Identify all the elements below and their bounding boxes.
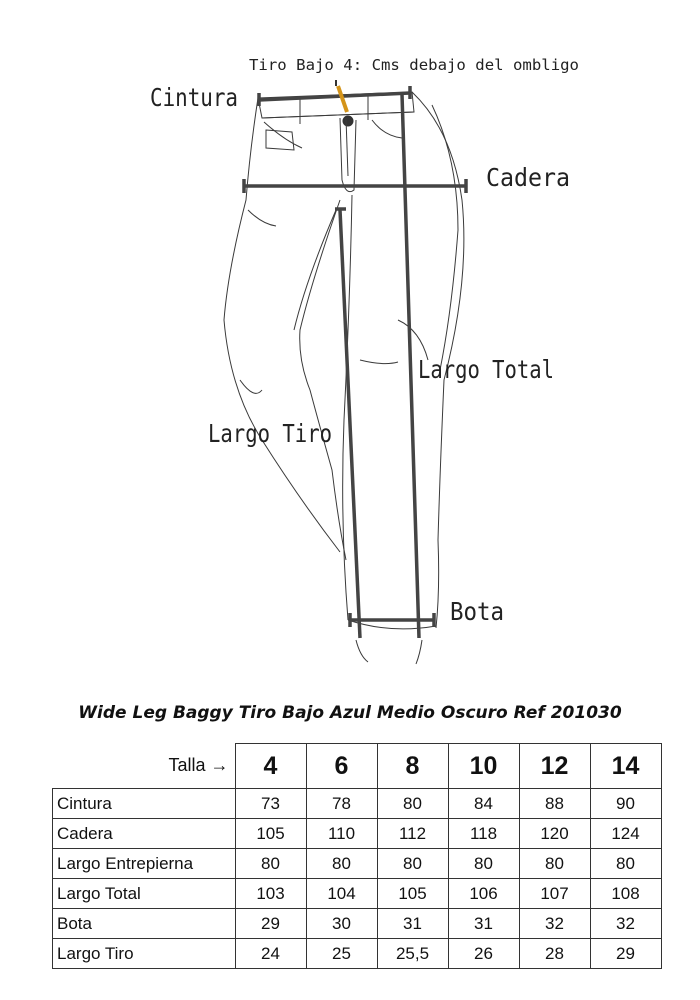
largo-tiro-label: Largo Tiro — [208, 419, 332, 448]
table-cell: 105 — [235, 819, 306, 849]
size-chart-title: Wide Leg Baggy Tiro Bajo Azul Medio Oscuro Ref 201030 — [78, 703, 622, 723]
row-label: Bota — [53, 909, 236, 939]
table-cell: 107 — [519, 879, 590, 909]
size-header-row — [53, 744, 662, 789]
size-10-header: 10 — [448, 744, 519, 789]
table-cell: 32 — [590, 909, 661, 939]
table-cell: 80 — [377, 849, 448, 879]
table-cell: 78 — [306, 789, 377, 819]
table-row — [53, 849, 662, 879]
table-cell: 80 — [590, 849, 661, 879]
table-cell: 80 — [235, 849, 306, 879]
largo-total-line — [402, 94, 419, 638]
table-row — [53, 879, 662, 909]
row-label: Cintura — [53, 789, 236, 819]
table-cell: 90 — [590, 789, 661, 819]
table-cell: 84 — [448, 789, 519, 819]
table-row — [53, 939, 662, 969]
bota-label: Bota — [450, 597, 504, 626]
size-8-header: 8 — [377, 744, 448, 789]
table-cell: 118 — [448, 819, 519, 849]
table-cell: 105 — [377, 879, 448, 909]
table-cell: 73 — [235, 789, 306, 819]
table-cell: 30 — [306, 909, 377, 939]
table-cell: 25,5 — [377, 939, 448, 969]
table-cell: 29 — [235, 909, 306, 939]
table-row — [53, 819, 662, 849]
cintura-label: Cintura — [150, 83, 238, 112]
cadera-label: Cadera — [486, 163, 570, 192]
table-cell: 31 — [377, 909, 448, 939]
table-cell: 24 — [235, 939, 306, 969]
size-chart-table — [52, 743, 662, 969]
table-cell: 104 — [306, 879, 377, 909]
table-cell: 28 — [519, 939, 590, 969]
size-4-header: 4 — [235, 744, 306, 789]
largo-total-label: Largo Total — [418, 355, 554, 384]
table-cell: 124 — [590, 819, 661, 849]
talla-header-label: Talla → — [53, 744, 236, 789]
table-cell: 108 — [590, 879, 661, 909]
table-cell: 120 — [519, 819, 590, 849]
table-cell: 80 — [519, 849, 590, 879]
size-12-header: 12 — [519, 744, 590, 789]
table-cell: 29 — [590, 939, 661, 969]
table-cell: 80 — [448, 849, 519, 879]
cintura-line — [259, 93, 410, 100]
row-label: Largo Tiro — [53, 939, 236, 969]
row-label: Cadera — [53, 819, 236, 849]
table-cell: 31 — [448, 909, 519, 939]
tiro-bajo-marker — [338, 86, 347, 112]
row-label: Largo Total — [53, 879, 236, 909]
table-cell: 112 — [377, 819, 448, 849]
table-cell: 106 — [448, 879, 519, 909]
table-cell: 26 — [448, 939, 519, 969]
table-row — [53, 789, 662, 819]
size-6-header: 6 — [306, 744, 377, 789]
table-cell: 88 — [519, 789, 590, 819]
tiro-bajo-label: Tiro Bajo 4: Cms debajo del ombligo — [249, 56, 579, 74]
table-cell: 80 — [306, 849, 377, 879]
size-14-header: 14 — [590, 744, 661, 789]
table-cell: 80 — [377, 789, 448, 819]
table-cell: 103 — [235, 879, 306, 909]
table-cell: 32 — [519, 909, 590, 939]
table-row — [53, 909, 662, 939]
table-cell: 110 — [306, 819, 377, 849]
row-label: Largo Entrepierna — [53, 849, 236, 879]
table-cell: 25 — [306, 939, 377, 969]
